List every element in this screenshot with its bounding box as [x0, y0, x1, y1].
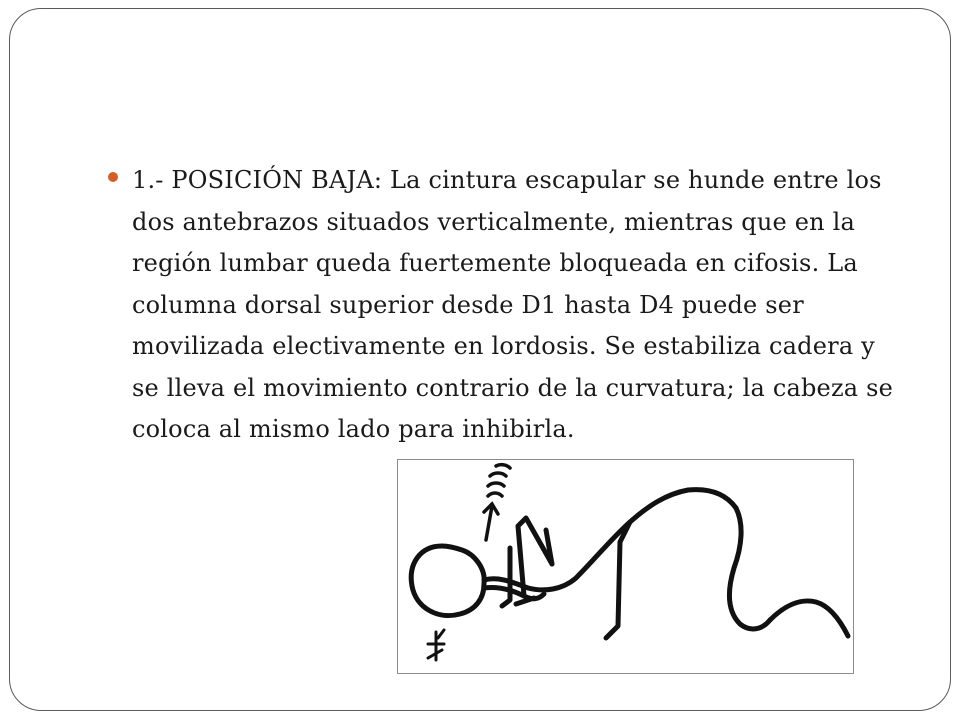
bullet-text: 1.- POSICIÓN BAJA: La cintura escapular se hunde entre los dos antebrazos situados verticalmente, mientras que en la región lumbar queda fuertemente bloqueada en cifosis. La columna dorsal superior desde D1 hasta D4 puede ser movilizada electivamente en lordosis. Se estabiliza cadera y se lleva el movimiento contrario de la curvatura; la cabeza se coloca al mismo lado para inhibirla. — [132, 166, 894, 443]
crawling-posture-sketch-icon — [398, 460, 852, 672]
bullet-item — [108, 160, 908, 451]
posture-figure — [397, 459, 854, 674]
bullet-dot-icon — [108, 172, 118, 182]
